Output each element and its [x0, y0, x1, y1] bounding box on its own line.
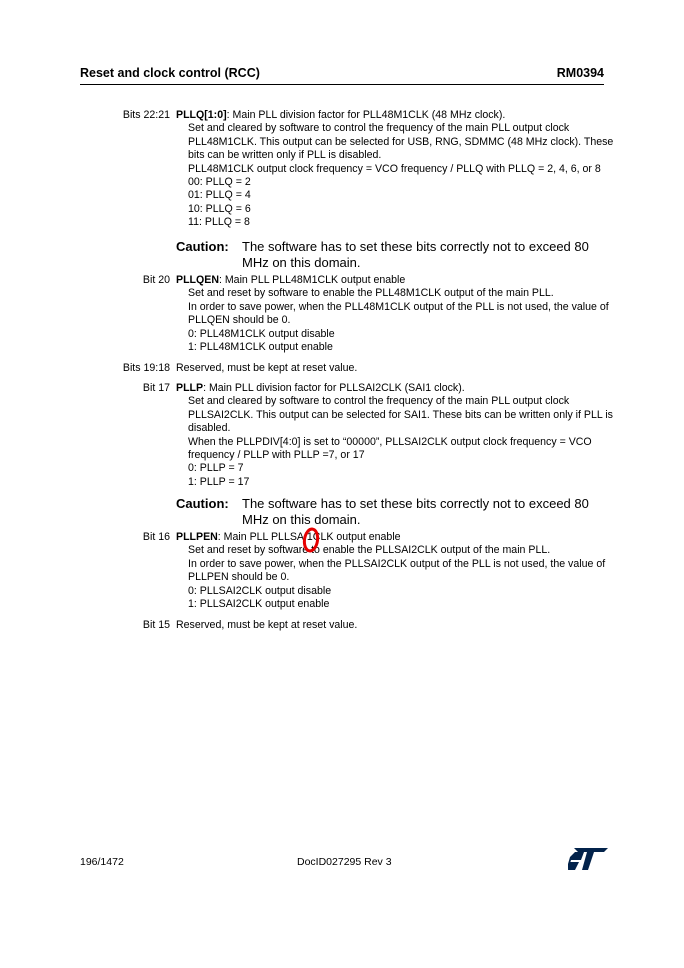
desc-line: bits can be written only if PLL is disabled.	[188, 149, 382, 162]
entry-pllpen	[142, 531, 616, 611]
desc-line: 0: PLLP = 7	[188, 462, 244, 475]
header-rule	[80, 84, 604, 85]
entry-body	[188, 287, 616, 354]
desc-line: 1: PLLP = 17	[188, 475, 250, 488]
desc-line: disabled.	[188, 422, 231, 435]
entry-title	[176, 274, 616, 287]
field-desc: : Main PLL PLLSAI1CLK output enable	[217, 531, 401, 543]
entry-reserved-15	[142, 619, 616, 632]
entry-title	[176, 109, 616, 122]
desc-line: Set and reset by software to enable the PLL48M1CLK output of the main PLL.	[188, 287, 554, 300]
entry-title	[176, 619, 616, 632]
desc-line: PLLPEN should be 0.	[188, 571, 290, 584]
desc-line: frequency / PLLP with PLLP =7, or 17	[188, 449, 365, 462]
entry-label: Bit 15	[142, 619, 170, 631]
doc-id: DocID027295 Rev 3	[297, 856, 392, 868]
entry-body	[188, 395, 616, 489]
field-desc: : Main PLL PLL48M1CLK output enable	[218, 274, 406, 286]
caution-text: The software has to set these bits correctly not to exceed 80 MHz on this domain.	[242, 239, 589, 270]
field-desc: Reserved, must be kept at reset value.	[176, 619, 358, 631]
entry-body	[188, 544, 616, 611]
field-name: PLLPEN	[176, 531, 218, 543]
field-desc: : Main PLL division factor for PLLSAI2CLK (SAI1 clock).	[203, 382, 465, 394]
annotation-circle-icon	[300, 525, 322, 555]
entry-label: Bit 17	[142, 382, 170, 394]
field-name: PLLQEN	[176, 274, 219, 286]
desc-line: 0: PLL48M1CLK output disable	[188, 327, 335, 340]
entry-title	[176, 382, 616, 395]
doc-code: RM0394	[556, 66, 604, 80]
desc-line: PLL48M1CLK output clock frequency = VCO frequency / PLLQ with PLLQ = 2, 4, 6, or 8	[188, 162, 601, 175]
entry-title	[176, 531, 616, 544]
caution-text: The software has to set these bits correctly not to exceed 80 MHz on this domain.	[242, 496, 589, 527]
entry-label: Bits 22:21	[122, 109, 170, 121]
desc-line: 01: PLLQ = 4	[188, 189, 251, 202]
page-header	[80, 66, 604, 84]
entry-pllq	[122, 109, 616, 230]
desc-line: 0: PLLSAI2CLK output disable	[188, 584, 332, 597]
desc-line: 1: PLLSAI2CLK output enable	[188, 598, 330, 611]
st-logo-icon	[568, 848, 608, 870]
desc-line: Set and reset by software to enable the PLLSAI2CLK output of the main PLL.	[188, 544, 551, 557]
desc-line: In order to save power, when the PLLSAI2CLK output of the PLL is not used, the value of	[188, 557, 606, 570]
field-name: PLLQ[1:0]	[176, 109, 227, 121]
entry-label: Bit 16	[142, 531, 170, 543]
desc-line: PLL48M1CLK. This output can be selected for USB, RNG, SDMMC (48 MHz clock). These	[188, 135, 614, 148]
desc-line: In order to save power, when the PLL48M1CLK output of the PLL is not used, the value of	[188, 300, 609, 313]
field-desc: Reserved, must be kept at reset value.	[176, 362, 358, 374]
caution-keyword: Caution:	[176, 239, 229, 254]
entry-body	[188, 122, 616, 229]
desc-line: 11: PLLQ = 8	[188, 216, 250, 229]
desc-line: PLLSAI2CLK. This output can be selected for SAI1. These bits can be written only if PLL is	[188, 408, 613, 421]
section-title: Reset and clock control (RCC)	[80, 66, 260, 80]
desc-line: 00: PLLQ = 2	[188, 176, 251, 189]
desc-line: Set and cleared by software to control the frequency of the main PLL output clock	[188, 122, 570, 135]
entry-label: Bit 20	[142, 274, 170, 286]
desc-line: When the PLLPDIV[4:0] is set to “00000”, PLLSAI2CLK output clock frequency = VCO	[188, 435, 592, 448]
desc-line: 1: PLL48M1CLK output enable	[188, 341, 333, 354]
field-desc: : Main PLL division factor for PLL48M1CLK (48 MHz clock).	[226, 109, 506, 121]
entry-title	[176, 362, 616, 375]
field-name: PLLP	[176, 382, 204, 394]
desc-line: PLLQEN should be 0.	[188, 314, 291, 327]
desc-line: Set and cleared by software to control the frequency of the main PLL output clock	[188, 395, 570, 408]
page-number: 196/1472	[80, 856, 124, 868]
entry-pllqen	[142, 274, 616, 354]
entry-label: Bits 19:18	[122, 362, 170, 374]
entry-reserved-19-18	[122, 362, 616, 375]
entry-pllp	[142, 382, 616, 489]
desc-line: 10: PLLQ = 6	[188, 202, 251, 215]
caution-keyword: Caution:	[176, 496, 229, 511]
